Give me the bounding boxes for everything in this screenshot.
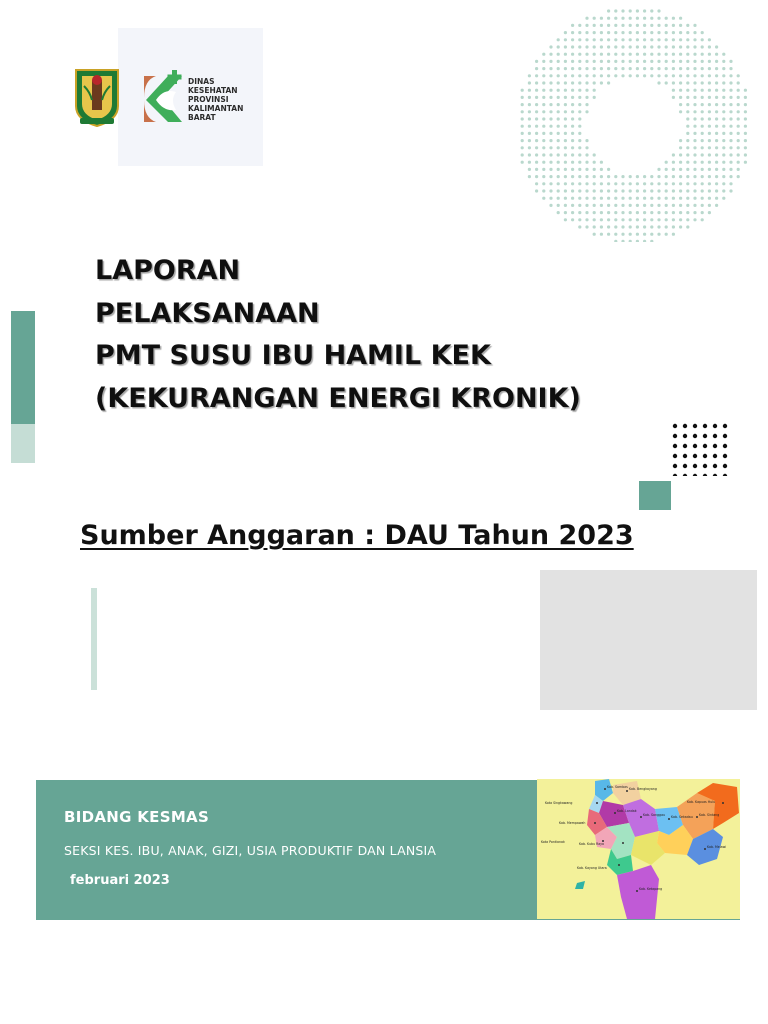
- map-region-label: Kab. Sanggau: [643, 813, 666, 817]
- report-date: februari 2023: [70, 873, 170, 888]
- dot-grid-decoration: [670, 422, 730, 476]
- grey-placeholder-box: [540, 570, 757, 710]
- dinkes-k-plus-icon: [132, 70, 188, 128]
- accent-bar-light: [11, 424, 35, 463]
- map-region-label: Kab. Sambas: [607, 785, 628, 789]
- map-region-label: Kab. Melawi: [707, 845, 727, 849]
- west-kalimantan-map: [537, 779, 740, 919]
- title-line: PMT SUSU IBU HAMIL KEK: [95, 340, 491, 371]
- map-region-label: Kota Singkawang: [545, 801, 573, 805]
- dotted-circle-decoration: [512, 8, 756, 242]
- map-region-label: Kab. Kayong Utara: [577, 866, 607, 870]
- map-region-label: Kab. Mempawah: [559, 821, 586, 825]
- title-line: LAPORAN: [95, 255, 241, 286]
- agency-line: PROVINSI: [188, 95, 229, 104]
- map-region-label: Kab. Kubu Raya: [579, 842, 604, 846]
- budget-source: Sumber Anggaran : DAU Tahun 2023: [80, 520, 634, 551]
- agency-line: BARAT: [188, 113, 216, 122]
- thin-accent-bar: [91, 588, 97, 690]
- title-line: PELAKSANAAN: [95, 297, 320, 329]
- agency-line: KESEHATAN: [188, 86, 238, 95]
- agency-line: DINAS: [188, 77, 215, 86]
- map-region-label: Kab. Kapuas Hulu: [687, 800, 716, 804]
- map-region-label: Kab. Bengkayang: [629, 787, 657, 791]
- accent-bar: [11, 311, 35, 424]
- section-name: SEKSI KES. IBU, ANAK, GIZI, USIA PRODUKTIF DAN LANSIA: [64, 843, 437, 858]
- map-region-label: Kota Pontianak: [541, 840, 565, 844]
- map-region-label: Kab. Landak: [617, 809, 637, 813]
- accent-square: [639, 481, 671, 510]
- title-line: (KEKURANGAN ENERGI KRONIK): [95, 382, 581, 414]
- map-region-label: Kab. Ketapang: [639, 887, 663, 891]
- map-region-label: Kab. Sekadau: [671, 815, 693, 819]
- department-name: BIDANG KESMAS: [64, 808, 210, 826]
- agency-line: KALIMANTAN: [188, 104, 244, 113]
- map-region-label: Kab. Sintang: [699, 813, 720, 817]
- provincial-emblem-icon: [72, 66, 122, 128]
- report-title: [95, 250, 655, 420]
- agency-name: [188, 77, 268, 122]
